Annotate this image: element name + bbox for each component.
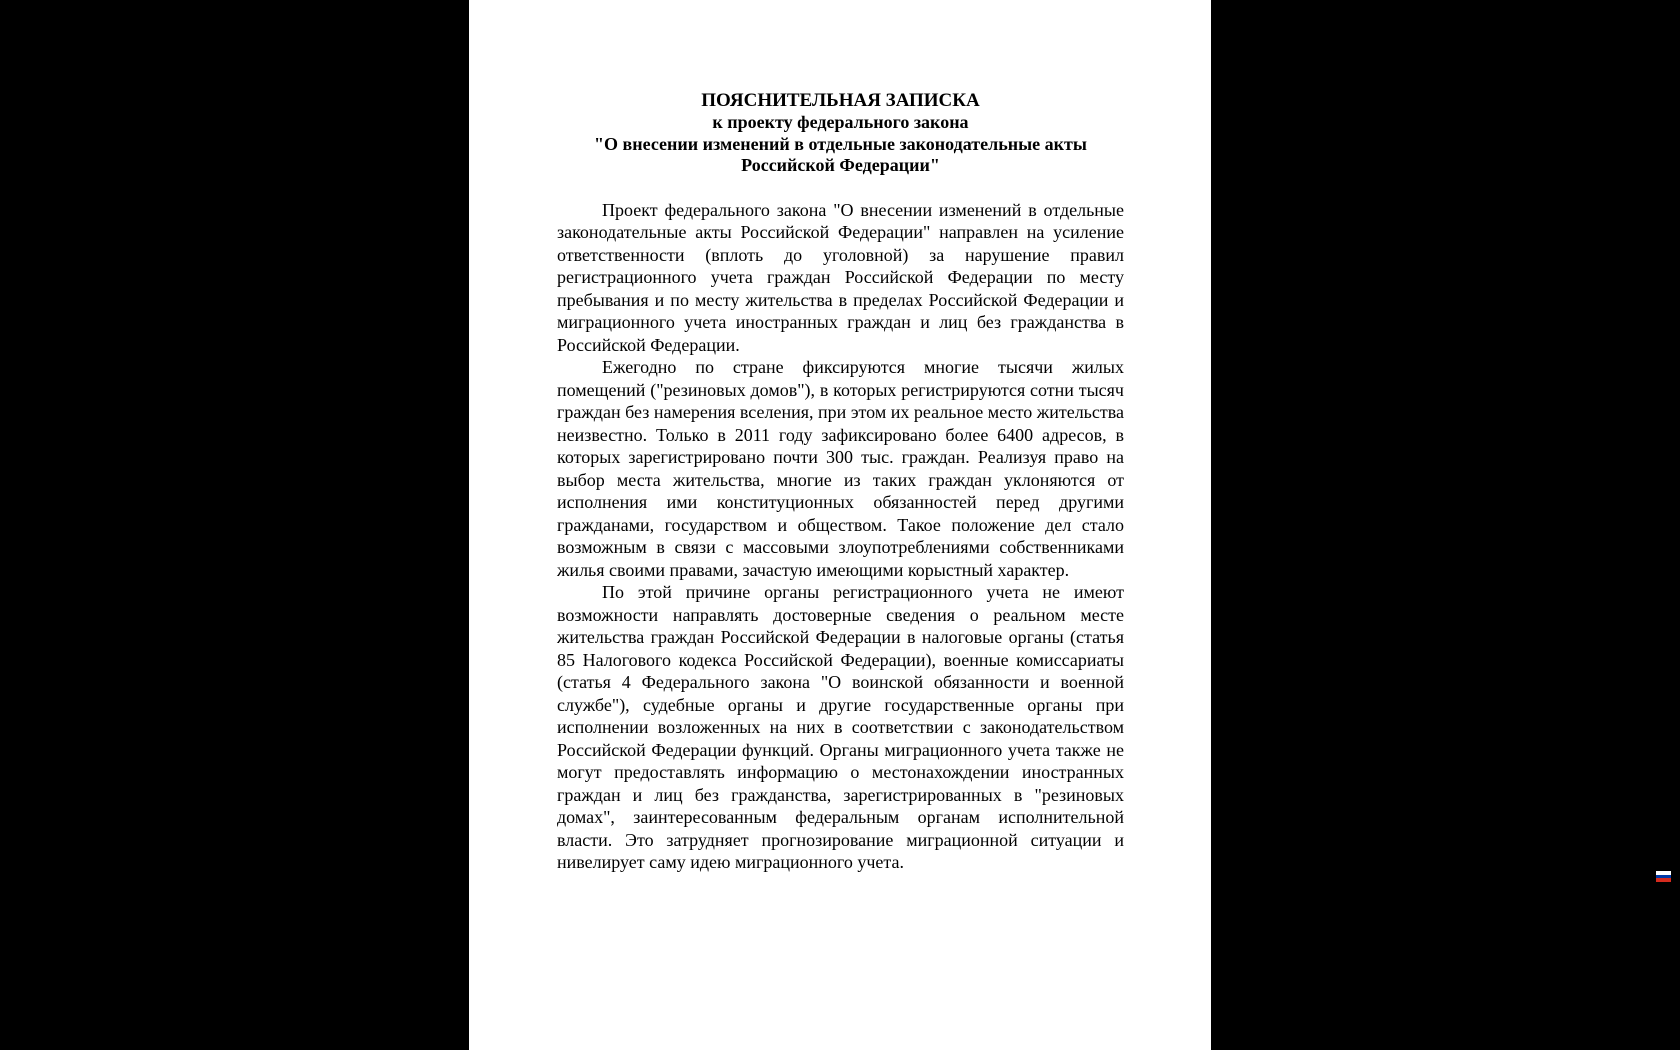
paragraph: Ежегодно по стране фиксируются многие тысячи жилых помещений ("резиновых домов"), в которых регистрируются сотни тысяч граждан без намерения вселения, при этом их реальное место жительства неизвестно. Только в 2011 году зафиксировано более 6400 адресов, в которых зарегистрировано почти 300 тыс. граждан. Реализуя право на выбор места жительства, многие из таких граждан уклоняются от исполнения ими конституционных обязанностей перед другими гражданами, государством и обществом. Такое положение дел стало возможным в связи с массовыми злоупотреблениями собственниками жилья своими правами, зачастую имеющими корыстный характер. [557,357,1124,580]
document-subtitle: к проекту федерального закона [712,112,969,132]
paragraph: Проект федерального закона "О внесении изменений в отдельные законодательные акты Российской Федерации" направлен на усиление ответственности (вплоть до уголовной) за нарушение правил регистрационного учета граждан Российской Федерации по месту пребывания и по месту жительства в пределах Российской Федерации и миграционного учета иностранных граждан и лиц без гражданства в Российской Федерации. [557,199,1124,355]
law-name-line-1: "О внесении изменений в отдельные законодательные акты [594,133,1087,154]
document-header [557,90,1124,177]
russian-flag-icon[interactable] [1656,871,1671,882]
flag-stripe-red [1656,878,1671,882]
document-title: ПОЯСНИТЕЛЬНАЯ ЗАПИСКА [701,90,980,111]
law-name-line-2: Российской Федерации" [741,155,940,175]
document-page[interactable] [469,0,1211,1050]
paragraph: По этой причине органы регистрационного учета не имеют возможности направлять достоверные сведения о реальном месте жительства граждан Российской Федерации в налоговые органы (статья 85 Налогового кодекса Российской Федерации), военные комиссариаты (статья 4 Федерального закона "О воинской обязанности и военной службе"), судебные органы и другие государственные органы при исполнении возложенных на них в соответствии с законодательством Российской Федерации функций. Органы миграционного учета также не могут предоставлять информацию о местонахождении иностранных граждан и лиц без гражданства, зарегистрированных в "резиновых домах", заинтересованным федеральным органам исполнительной власти. Это затрудняет прогнозирование миграционной ситуации и нивелирует саму идею миграционного учета. [557,582,1124,872]
document-body [557,199,1124,874]
